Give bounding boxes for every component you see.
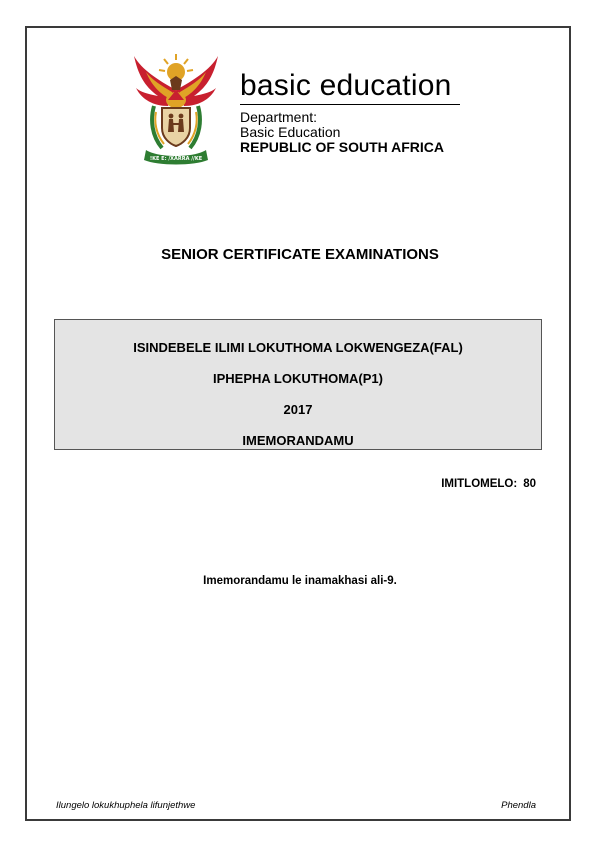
marks-label: IMITLOMELO: — [441, 478, 518, 490]
turn-over-footer: Phendla — [501, 800, 536, 811]
subject-box — [54, 319, 542, 450]
department-label: Department: — [240, 109, 318, 125]
copyright-footer: Ilungelo lokukhuphela lifunjethwe — [56, 800, 196, 811]
department-name: Basic Education — [240, 124, 341, 140]
exam-year: 2017 — [283, 402, 313, 417]
brand-divider — [240, 104, 460, 105]
marks-value: 80 — [523, 478, 536, 490]
crest-motto: !KE E: /XARRA //KE — [149, 156, 203, 162]
country-name: REPUBLIC OF SOUTH AFRICA — [240, 139, 445, 155]
exam-title: SENIOR CERTIFICATE EXAMINATIONS — [161, 246, 439, 263]
document-type: IMEMORANDAMU — [242, 433, 354, 448]
coat-of-arms-logo — [128, 50, 224, 166]
brand-title: basic education — [240, 69, 452, 102]
marks-total — [441, 478, 536, 490]
pages-note: Imemorandamu le inamakhasi ali-9. — [203, 575, 397, 587]
paper-name: IPHEPHA LOKUTHOMA(P1) — [213, 371, 383, 386]
subject-name: ISINDEBELE ILIMI LOKUTHOMA LOKWENGEZA(FAL) — [133, 340, 463, 355]
